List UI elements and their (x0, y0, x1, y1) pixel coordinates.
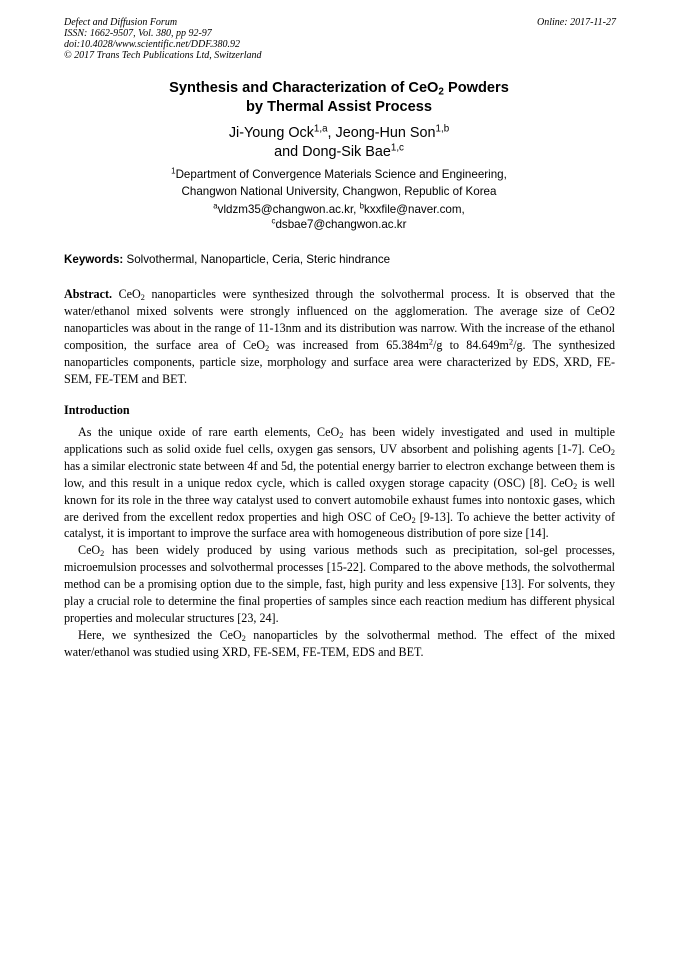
paper-title: Synthesis and Characterization of CeO$_2$ Powders by Thermal Assist Process (169, 80, 509, 115)
introduction-heading: Introduction (64, 403, 130, 417)
author-3: and Dong-Sik Bae (274, 144, 391, 160)
issn-line: ISSN: 1662-9507, Vol. 380, pp 92-97 (64, 28, 212, 39)
intro-paragraph-1: As the unique oxide of rare earth elements, CeO$_2$ has been widely investigated and used in multiple applications such as solid oxide fuel cells, oxygen gas sensors, UV absorbent and polishing agents [1-7]. CeO$_2$ has a similar electronic state between 4f and 5d, the potential energy barrier to electron exchange between them is low, and this result in a unique redox cycle, which is called oxygen storage capacity (OSC) [8]. CeO$_2$ is well known for its role in the three way catalyst used to convert automobile exhaust fumes into nontoxic gases, which are derived from the excellent redox properties and high OSC of CeO$_2$ [9-13]. To achieve the better activity of catalyst, it is important to improve the surface area with homogeneous distribution of pore size [14]. (64, 425, 615, 541)
abstract: Abstract. CeO$_2$ nanoparticles were synthesized through the solvothermal process. It is observed that the water/ethanol mixed solvents were strongly influenced on the agglomeration. The average size of CeO2 nanoparticles was about in the range of 11-13nm and its distribution was narrow. With the increase of the ethanol composition, the surface area of CeO$_2$ was increased from $65.384m^2/g$ to $84.649m^2/g$. The synthesized nanoparticles components, particle size, morphology and surface area were characterized by EDS, XRD, FE-SEM, FE-TEM and BET. (64, 287, 616, 386)
author-2: , Jeong-Hun Son (327, 125, 436, 141)
journal-header (64, 17, 262, 61)
author-emails: $^a$vldzm35@changwon.ac.kr, $^b$kxxfile@naver.com, $^c$dsbae7@changwon.ac.kr (213, 201, 465, 231)
email-c[interactable]: dsbae7@changwon.ac.kr (275, 218, 407, 231)
author-1: Ji-Young Ock (228, 125, 314, 141)
email-a[interactable]: vldzm35@changwon.ac.kr, (217, 203, 360, 216)
online-date: Online: 2017-11-27 (537, 17, 616, 28)
intro-paragraph-3: Here, we synthesized the CeO$_2$ nanoparticles by the solvothermal method. The effect of the mixed water/ethanol was studied using XRD, FE-SEM, FE-TEM, EDS and BET. (64, 627, 615, 659)
introduction-body (64, 424, 615, 661)
email-b[interactable]: kxxfile@naver.com, (364, 203, 465, 216)
abstract-label: Abstract. (64, 287, 113, 301)
intro-paragraph-2: CeO$_2$ has been widely produced by using various methods such as precipitation, sol-gel processes, microemulsion processes and solvothermal processes [15-22]. Compared to the above methods, the solvothermal method can be a promising option due to the simple, fast, high purity and less expensive [13]. For solvents, they play a crucial role to determine the final properties of samples since each reaction medium has different physical properties and molecular structures [23, 24]. (64, 543, 615, 625)
author-list: Ji-Young Ock$^{1,a}$, Jeong-Hun Son$^{1,b}$ and Dong-Sik Bae$^{1,c}$ (228, 123, 450, 160)
keywords (64, 252, 616, 267)
keywords-text: Solvothermal, Nanoparticle, Ceria, Steric hindrance (123, 253, 391, 266)
affiliation: $^1$Department of Convergence Materials Science and Engineering, Changwon National University, Changwon, Republic of Korea (171, 166, 507, 198)
keywords-label: Keywords: (64, 253, 124, 266)
journal-name: Defect and Diffusion Forum (64, 17, 178, 28)
doi-line: doi:10.4028/www.scientific.net/DDF.380.92 (64, 39, 241, 50)
copyright-line: © 2017 Trans Tech Publications Ltd, Switzerland (64, 50, 262, 61)
